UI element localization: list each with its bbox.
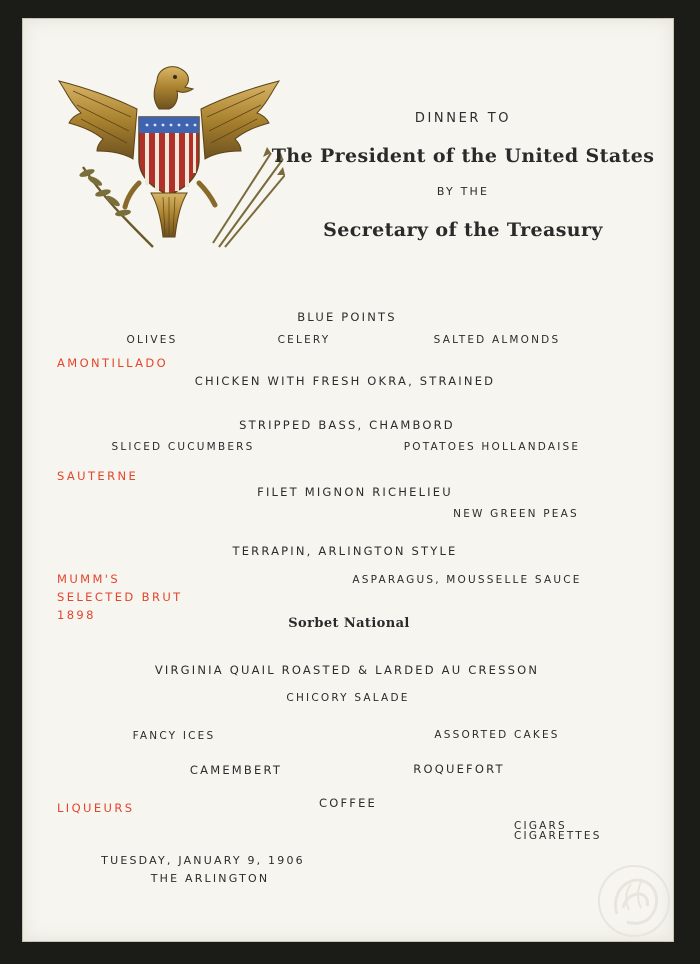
lion-watermark-icon — [595, 862, 673, 940]
wine-mumms-line1: MUMM'S — [57, 572, 121, 586]
menu-roquefort: ROQUEFORT — [413, 762, 505, 776]
header-president: The President of the United States — [271, 145, 655, 167]
menu-peas: NEW GREEN PEAS — [453, 508, 579, 520]
menu-camembert: CAMEMBERT — [189, 763, 283, 777]
menu-cakes: ASSORTED CAKES — [434, 729, 560, 741]
wine-amontillado: AMONTILLADO — [57, 356, 169, 370]
menu-sorbet: Sorbet National — [288, 616, 410, 631]
footer-venue: THE ARLINGTON — [150, 872, 270, 885]
menu-fancy-ices: FANCY ICES — [132, 730, 216, 742]
header-dinner-to: DINNER TO — [414, 111, 512, 126]
footer-date: TUESDAY, JANUARY 9, 1906 — [101, 854, 305, 867]
menu-asparagus: ASPARAGUS, MOUSSELLE SAUCE — [352, 574, 582, 586]
wine-liqueurs: LIQUEURS — [57, 801, 135, 815]
menu-potatoes: POTATOES HOLLANDAISE — [403, 441, 581, 453]
menu-cigars: CIGARS — [514, 820, 567, 832]
menu-coffee: COFFEE — [318, 796, 378, 810]
menu-bass: STRIPPED BASS, CHAMBORD — [239, 418, 455, 432]
menu-terrapin: TERRAPIN, ARLINGTON STYLE — [232, 544, 458, 558]
menu-blue-points: BLUE POINTS — [297, 310, 397, 324]
menu-cucumbers: SLICED CUCUMBERS — [111, 441, 255, 453]
header-secretary: Secretary of the Treasury — [323, 219, 603, 241]
menu-chicory: CHICORY SALADE — [286, 692, 410, 704]
menu-filet: FILET MIGNON RICHELIEU — [257, 485, 453, 499]
wine-mumms-line2: SELECTED BRUT — [57, 590, 183, 604]
menu-salted-almonds: SALTED ALMONDS — [433, 334, 561, 346]
menu-olives: OLIVES — [126, 334, 178, 346]
header-by-the: BY THE — [436, 185, 490, 198]
menu-chicken: CHICKEN WITH FRESH OKRA, STRAINED — [194, 374, 496, 388]
wine-sauterne: SAUTERNE — [57, 469, 139, 483]
eagle-crest-icon — [53, 47, 285, 251]
menu-quail: VIRGINIA QUAIL ROASTED & LARDED AU CRESSON — [154, 663, 540, 677]
wine-mumms-line3: 1898 — [57, 608, 96, 622]
menu-card — [22, 18, 674, 942]
menu-cigarettes: CIGARETTES — [514, 830, 602, 842]
menu-celery: CELERY — [277, 334, 331, 346]
